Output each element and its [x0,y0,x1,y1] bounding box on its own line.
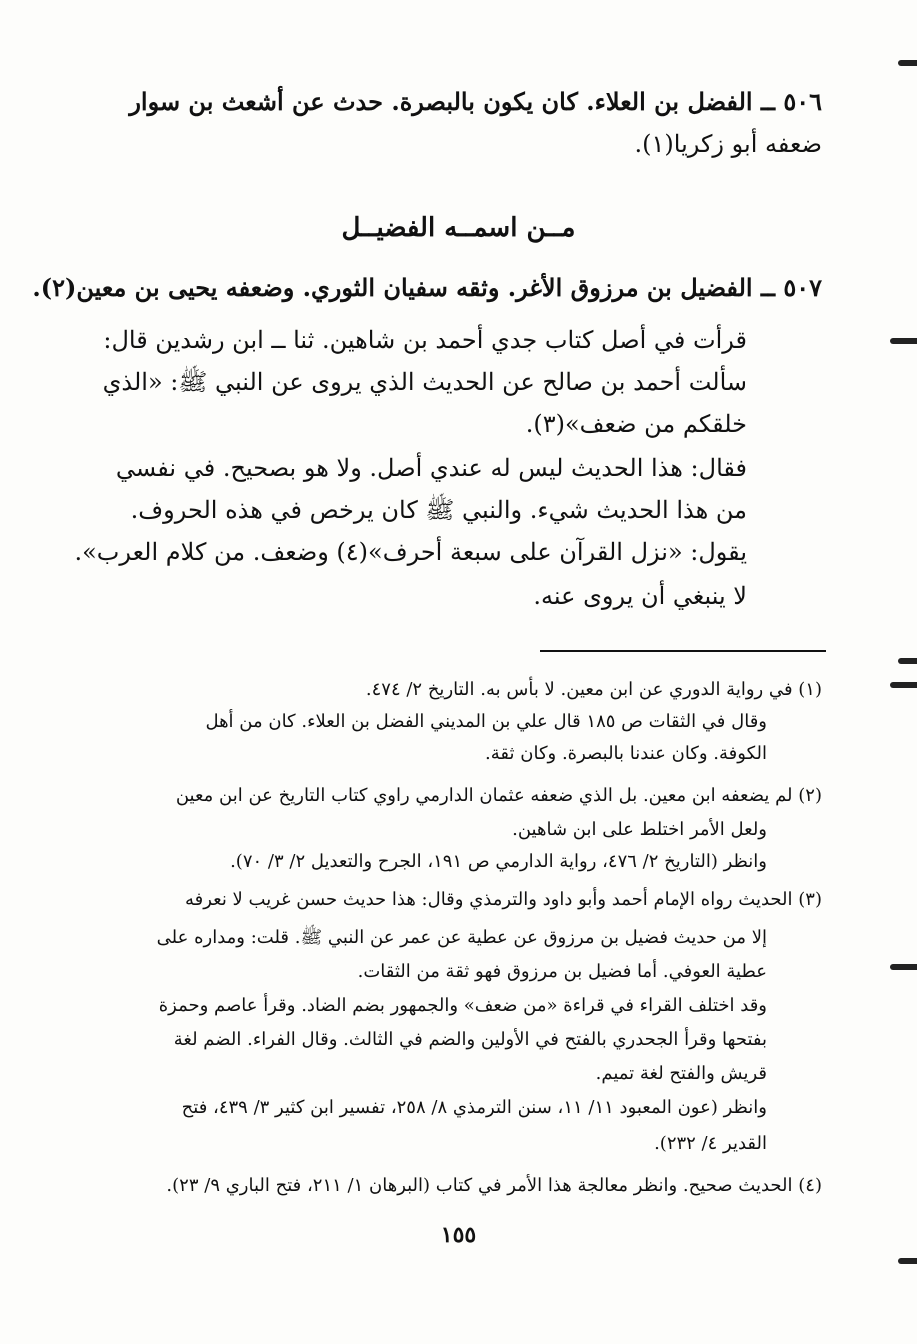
entry-507-line-6: من هذا الحديث شيء. والنبي ﷺ كان يرخص في هذه الحروف. [130,496,747,524]
footnote-2-line-2: ولعل الأمر اختلط على ابن شاهين. [512,819,767,840]
section-heading: مــن اسمــه الفضيــل [341,213,576,243]
footnote-2-line-1: (٢) لم يضعفه ابن معين. بل الذي ضعفه عثمان الدارمي راوي كتاب التاريخ عن ابن معين [175,785,822,806]
footnote-3-line-6: قريش والفتح لغة تميم. [595,1063,767,1084]
binding-mark [898,658,917,664]
binding-mark [890,682,917,688]
entry-507-line-2: قرأت في أصل كتاب جدي أحمد بن شاهين. ثنا ــ ابن رشدين قال: [103,326,747,354]
binding-mark [898,1258,917,1264]
entry-507-line-5: فقال: هذا الحديث ليس له عندي أصل. ولا هو بصحيح. في نفسي [115,454,747,482]
footnote-separator [540,650,826,652]
footnote-3-line-7: وانظر (عون المعبود ١١/ ١١، سنن الترمذي ٨/ ٢٥٨، تفسير ابن كثير ٣/ ٤٣٩، فتح [181,1097,767,1118]
entry-507-line-7: يقول: «نزل القرآن على سبعة أحرف»(٤) وضعف. من كلام العرب». [74,538,747,566]
footnote-1-line-1: (١) في رواية الدوري عن ابن معين. لا بأس به. التاريخ ٢/ ٤٧٤. [365,679,822,700]
binding-mark [890,964,917,970]
footnote-3-line-1: (٣) الحديث رواه الإمام أحمد وأبو داود والترمذي وقال: هذا حديث حسن غريب لا نعرفه [184,889,822,910]
footnote-1-line-2: وقال في الثقات ص ١٨٥ قال علي بن المديني الفضل بن العلاء. كان من أهل [205,711,767,732]
entry-507-line-3: سألت أحمد بن صالح عن الحديث الذي يروى عن النبي ﷺ: «الذي [102,368,747,396]
page-number: ١٥٥ [440,1222,477,1248]
footnote-3-line-3: عطية العوفي. أما فضيل بن مرزوق فهو ثقة من الثقات. [357,961,767,982]
entry-507-line-8: لا ينبغي أن يروى عنه. [533,582,747,610]
footnote-2-line-3: وانظر (التاريخ ٢/ ٤٧٦، رواية الدارمي ص ١٩١، الجرح والتعديل ٢/ ٣/ ٧٠). [230,851,767,872]
footnote-3-line-5: بفتحها وقرأ الجحدري بالفتح في الأولين والضم في الثالث. وقال الفراء. الضم لغة [173,1029,767,1050]
footnote-3-line-4: وقد اختلف القراء في قراءة «من ضعف» والجمهور بضم الضاد. وقرأ عاصم وحمزة [158,995,767,1016]
binding-mark [890,338,917,344]
footnote-3-line-8: القدير ٤/ ٢٣٢). [654,1133,767,1154]
entry-506-line-2: ضعفه أبو زكريا(١). [634,130,822,158]
entry-506-line-1: ٥٠٦ ــ الفضل بن العلاء. كان يكون بالبصرة. حدث عن أشعث بن سوار [129,87,822,116]
footnote-3-line-2: إلا من حديث فضيل بن مرزوق عن عطية عن عمر عن النبي ﷺ. قلت: ومداره على [156,927,767,948]
entry-507-line-1: ٥٠٧ ــ الفضيل بن مرزوق الأغر. وثقه سفيان الثوري. وضعفه يحيى بن معين(٢). [32,273,822,302]
footnote-1-line-3: الكوفة. وكان عندنا بالبصرة. وكان ثقة. [485,743,767,764]
binding-mark [898,60,917,66]
entry-507-line-4: خلقكم من ضعف»(٣). [525,410,747,438]
footnote-4-line-1: (٤) الحديث صحيح. وانظر معالجة هذا الأمر في كتاب (البرهان ١/ ٢١١، فتح الباري ٩/ ٢٣). [166,1175,822,1196]
